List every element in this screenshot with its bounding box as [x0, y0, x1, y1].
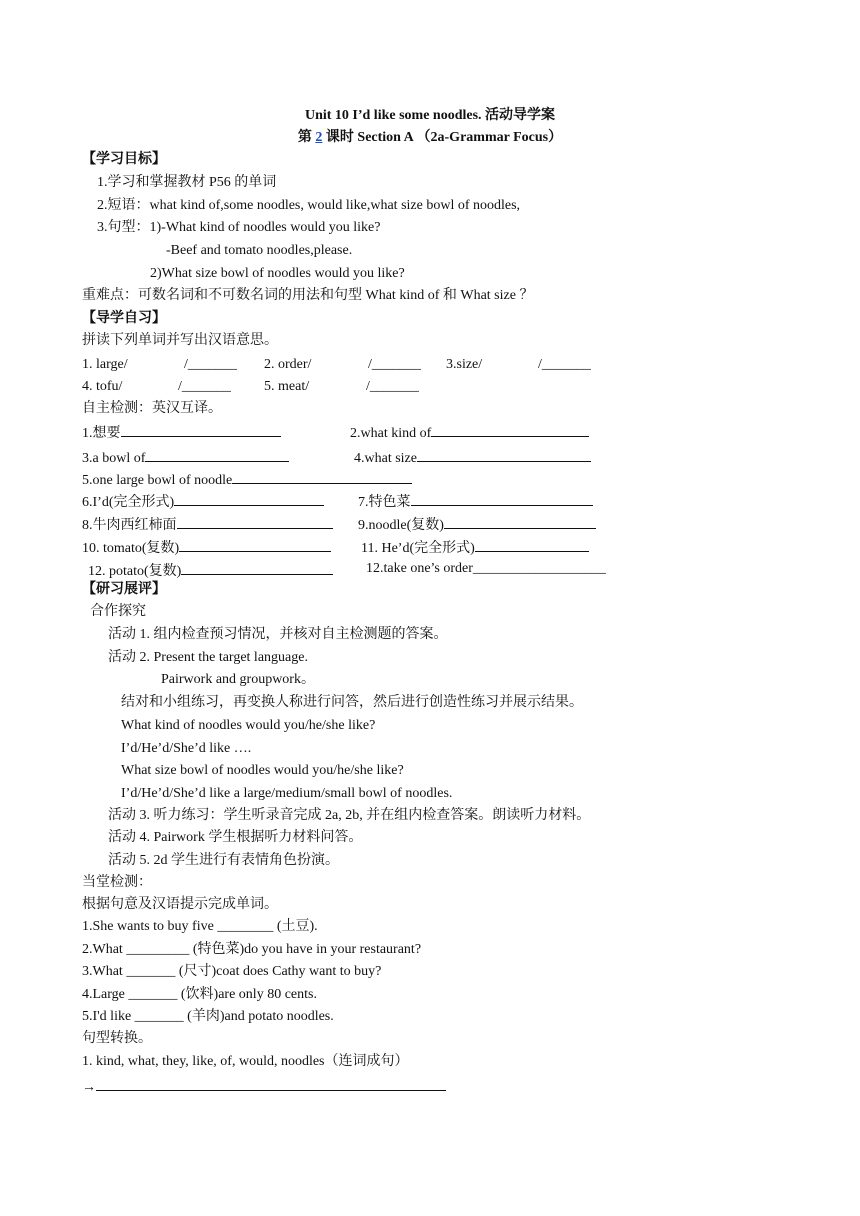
research-subheading: 合作探究	[90, 604, 146, 619]
self-check-title: 自主检测：英汉互译。	[82, 401, 222, 416]
test-item-1: 1.She wants to buy five ________ (土豆).	[82, 919, 318, 934]
transform-answer	[82, 1076, 446, 1097]
answer-line[interactable]	[411, 491, 593, 506]
answer-line[interactable]	[145, 447, 289, 462]
activity-5: 活动 5. 2d 学生进行有表情角色扮演。	[108, 853, 339, 868]
answer-line[interactable]	[444, 514, 596, 529]
test-item-5: 5.I'd like _______ (羊肉)and potato noodles.	[82, 1009, 334, 1024]
translation-item-1: 1.想要	[82, 422, 281, 443]
transform-title: 句型转换。	[82, 1031, 152, 1046]
example-a1: I’d/He’d/She’d like ….	[121, 741, 252, 756]
self-study-heading: 【导学自习】	[82, 311, 166, 326]
goal-item-3: 3.句型：1)-What kind of noodles would you like?	[97, 220, 381, 235]
word-blank-size[interactable]: /_______	[538, 357, 591, 372]
translation-item-13: 12.take one’s order___________________	[366, 561, 606, 576]
answer-line[interactable]	[174, 491, 324, 506]
translation-item-2: 2.what kind of	[350, 422, 589, 443]
word-blank-tofu[interactable]: /_______	[178, 379, 231, 394]
doc-subtitle	[0, 129, 860, 147]
answer-line[interactable]	[431, 422, 589, 437]
goal-item-3-question2: 2)What size bowl of noodles would you like?	[150, 266, 405, 281]
translation-item-6: 6.I’d(完全形式)	[82, 491, 324, 512]
example-q1: What kind of noodles would you/he/she like?	[121, 718, 376, 733]
subtitle-prefix: 第	[297, 130, 316, 145]
goal-item-2: 2.短语：what kind of,some noodles, would like,what size bowl of noodles,	[97, 198, 521, 213]
spelling-instruction: 拼读下列单词并写出汉语意思。	[82, 333, 278, 348]
translation-item-5: 5.one large bowl of noodle	[82, 469, 412, 490]
transform-item-1: 1. kind, what, they, like, of, would, noodles（连词成句）	[82, 1054, 409, 1069]
test-item-2: 2.What _________ (特色菜)do you have in your restaurant?	[82, 942, 422, 957]
translation-item-4: 4.what size	[354, 447, 591, 468]
answer-line[interactable]	[475, 537, 589, 552]
test-item-3: 3.What _______ (尺寸)coat does Cathy want to buy?	[82, 964, 382, 979]
classroom-test-instruction: 根据句意及汉语提示完成单词。	[82, 897, 278, 912]
word-item-meat: 5. meat/	[264, 379, 310, 394]
word-item-size: 3.size/	[446, 357, 483, 372]
translation-item-7: 7.特色菜	[358, 491, 593, 512]
translation-item-3: 3.a bowl of	[82, 447, 289, 468]
goal-item-3-answer: -Beef and tomato noodles,please.	[166, 243, 353, 258]
activity-3: 活动 3. 听力练习：学生听录音完成 2a, 2b, 并在组内检查答案。朗读听力材料。	[108, 808, 591, 823]
difficulty-line: 重难点：可数名词和不可数名词的用法和句型 What kind of 和 What size ？	[82, 288, 534, 303]
answer-line[interactable]	[177, 514, 333, 529]
lesson-number-link[interactable]: 2	[315, 130, 323, 145]
word-item-tofu: 4. tofu/	[82, 379, 123, 394]
activity-2: 活动 2. Present the target language.	[108, 650, 308, 665]
answer-line[interactable]	[181, 560, 333, 575]
translation-item-10: 10. tomato(复数)	[82, 537, 331, 558]
doc-title: Unit 10 I’d like some noodles. 活动导学案	[304, 108, 556, 123]
answer-line[interactable]	[121, 422, 281, 437]
goal-item-1: 1.学习和掌握教材 P56 的单词	[97, 175, 277, 190]
answer-line[interactable]	[417, 447, 591, 462]
translation-item-12: 12. potato(复数)	[88, 560, 333, 581]
translation-item-8: 8.牛肉西红柿面	[82, 514, 333, 535]
research-heading: 【研习展评】	[82, 582, 166, 597]
subtitle-suffix: 课时 Section A （2a-Grammar Focus）	[322, 130, 563, 145]
answer-line[interactable]	[179, 537, 331, 552]
activity-1: 活动 1. 组内检查预习情况，并核对自主检测题的答案。	[108, 627, 448, 642]
activity-4: 活动 4. Pairwork 学生根据听力材料问答。	[108, 830, 363, 845]
translation-item-11: 11. He’d(完全形式)	[361, 537, 589, 558]
word-item-large: 1. large/	[82, 357, 128, 372]
answer-line[interactable]	[96, 1076, 446, 1091]
answer-line[interactable]	[232, 469, 412, 484]
translation-item-9: 9.noodle(复数)	[358, 514, 596, 535]
arrow-icon: →	[82, 1080, 96, 1095]
word-blank-large[interactable]: /_______	[184, 357, 237, 372]
example-a2: I’d/He’d/She’d like a large/medium/small bowl of noodles.	[121, 786, 453, 801]
test-item-4: 4.Large _______ (饮料)are only 80 cents.	[82, 987, 317, 1002]
goals-heading: 【学习目标】	[82, 152, 166, 167]
activity-2-pairwork: Pairwork and groupwork。	[161, 672, 315, 687]
classroom-test-title: 当堂检测：	[82, 875, 152, 890]
word-item-order: 2. order/	[264, 357, 312, 372]
word-blank-order[interactable]: /_______	[368, 357, 421, 372]
activity-2-instruction: 结对和小组练习，再变换人称进行问答，然后进行创造性练习并展示结果。	[121, 695, 583, 710]
word-blank-meat[interactable]: /_______	[366, 379, 419, 394]
example-q2: What size bowl of noodles would you/he/she like?	[121, 763, 404, 778]
